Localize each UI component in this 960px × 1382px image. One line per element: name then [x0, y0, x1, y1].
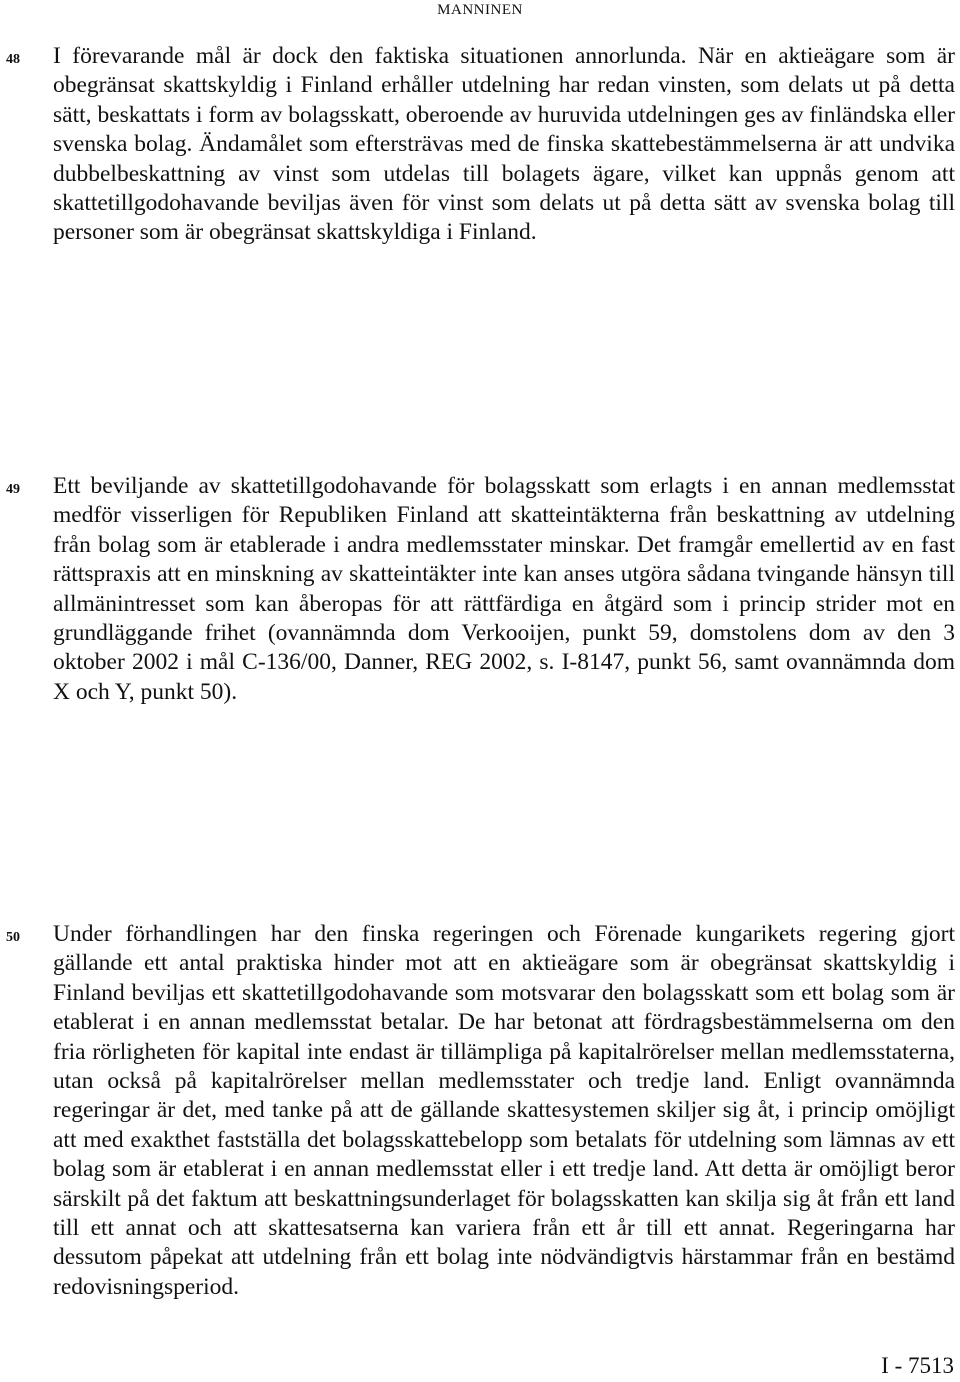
paragraph-number: 48 — [6, 52, 20, 67]
running-header: MANNINEN — [437, 2, 523, 18]
page-number: I - 7513 — [881, 1353, 954, 1378]
paragraph-text: Ett beviljande av skattetillgodohavande för bolagsskatt som erlagts i en annan medlemsstat medför visserligen för Republiken Finland att skatteintäkterna från beskattning av utdelning från bolag som är etablerade i andra medlemsstater minskar. Det framgår emellertid av en fast rättspraxis att en minskning av skatteintäkter inte kan anses utgöra sådana tvingande hänsyn till allmänintresset som kan åberopas för att rättfärdiga en åtgärd som i princip strider mot en grundläggande frihet (ovannämnda dom Verkooijen, punkt 59, domstolens dom av den 3 oktober 2002 i mål C-136/00, Danner, REG 2002, s. I-8147, punkt 56, samt ovannämnda dom X och Y, punkt 50). — [53, 473, 955, 705]
paragraph-text: Under förhandlingen har den finska regeringen och Förenade kungarikets regering gjort gällande ett antal praktiska hinder mot att en aktieägare som är obegränsat skattskyldig i Finland beviljas ett skattetillgodohavande som motsvarar den bolagsskatt som ett bolag som är etablerat i en annan medlemsstat betalar. De har betonat att fördragsbestämmelserna om den fria rörligheten för kapital inte endast är tillämpliga på kapitalrörelser mellan medlemsstaterna, utan också på kapitalrörelser mellan medlemsstater och tredje land. Enligt ovannämnda regeringar är det, med tanke på att de gällande skattesystemen skiljer sig åt, i princip omöjligt att med exakthet fastställa det bolagsskattebelopp som betalats för utdelning som lämnas av ett bolag som är etablerat i en annan medlemsstat eller i ett tredje land. Att detta är omöjligt beror särskilt på det faktum att beskattningsunderlaget för bolagsskatten kan skilja sig åt från ett land till ett annat och att skattesatserna kan variera från ett år till ett annat. Regeringarna har dessutom påpekat att utdelning från ett bolag inte nödvändigtvis härstammar från en bestämd redovisningsperiod. — [53, 921, 955, 1300]
paragraph-number: 49 — [6, 482, 20, 497]
paragraph-number: 50 — [6, 930, 20, 945]
paragraph-text: I förevarande mål är dock den faktiska situationen annorlunda. När en aktieägare som är obegränsat skattskyldig i Finland erhåller utdelning har redan vinsten, som delats ut på detta sätt, beskattats i form av bolagsskatt, oberoende av huruvida utdelningen ges av finländska eller svenska bolag. Ändamålet som eftersträvas med de finska skattebestämmelserna är att undvika dubbelbeskattning av vinst som utdelas till bolagets ägare, vilket kan uppnås genom att skattetillgodohavande beviljas även för vinst som delats ut på detta sätt av svenska bolag till personer som är obegränsat skattskyldiga i Finland. — [53, 43, 955, 246]
